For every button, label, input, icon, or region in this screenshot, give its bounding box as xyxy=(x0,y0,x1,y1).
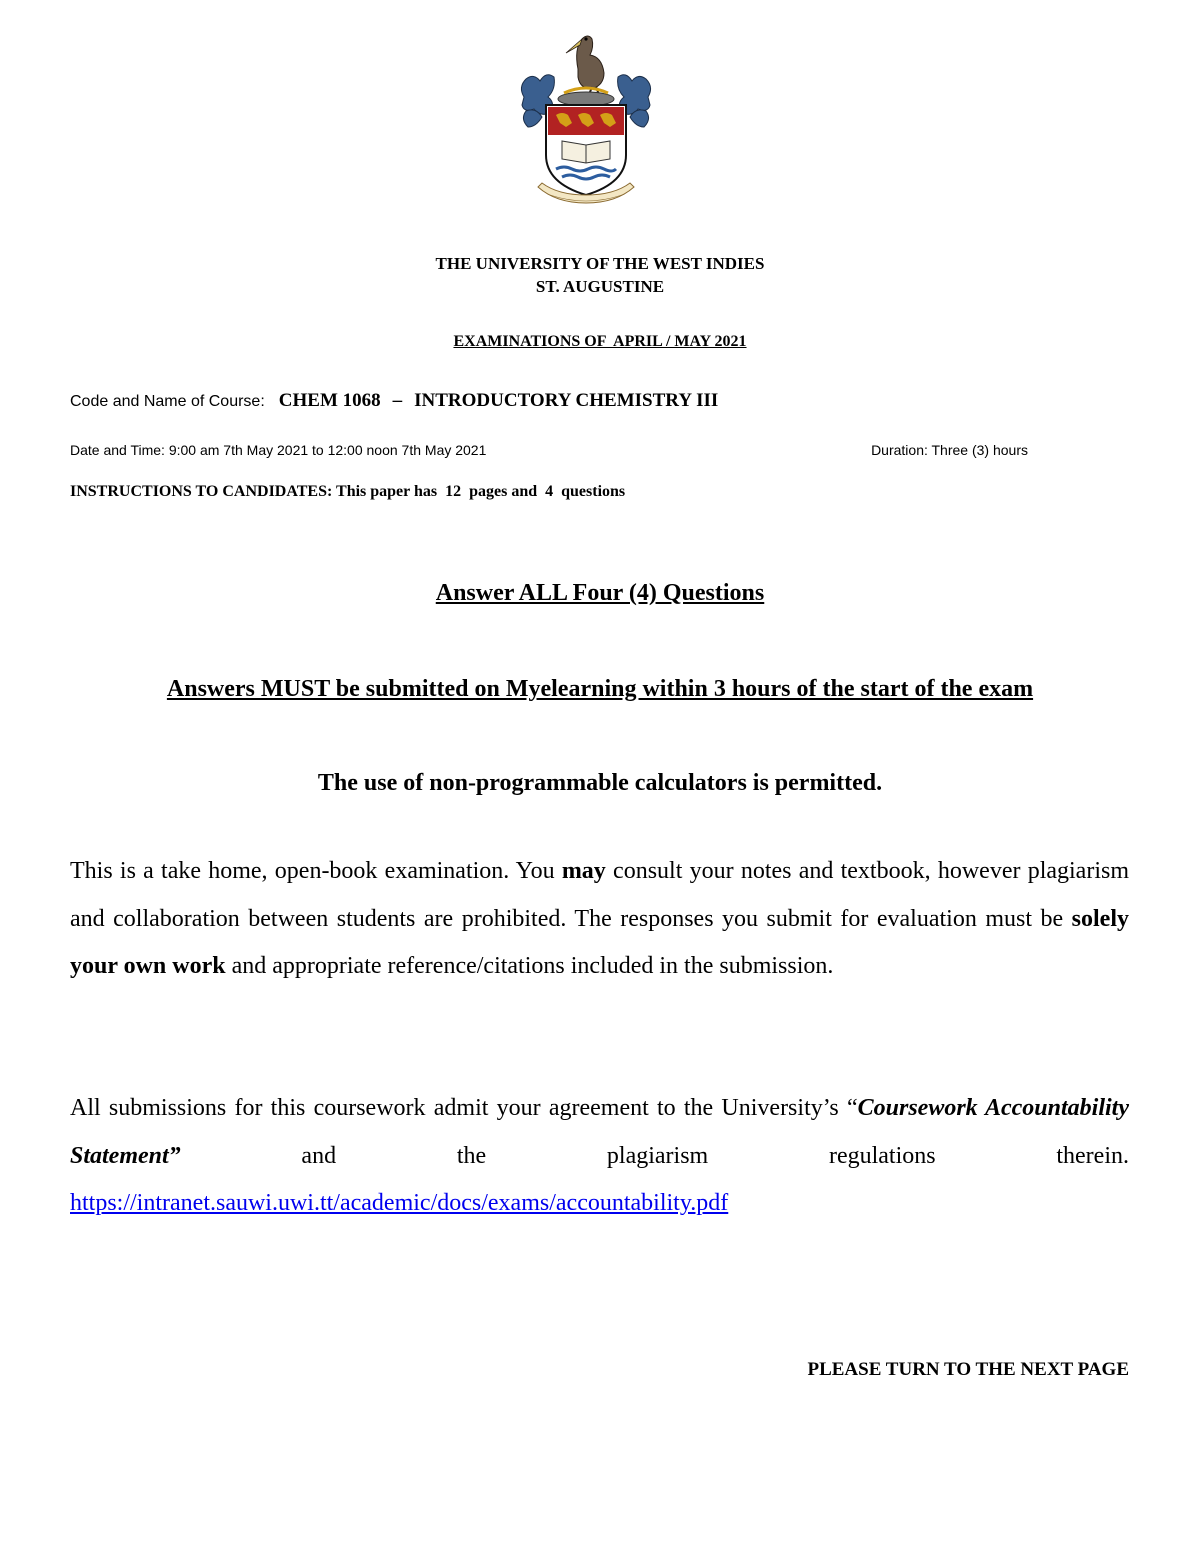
paragraph1-bold-may: may xyxy=(561,858,606,884)
accountability-link[interactable]: https://intranet.sauwi.uwi.tt/academic/docs/exams/accountability.pdf xyxy=(70,1190,729,1216)
course-label: Code and Name of Course: xyxy=(70,393,265,410)
paragraph2-text-1: All submissions for this coursework admit your agreement to the University’s “ xyxy=(70,1095,858,1121)
accountability-paragraph xyxy=(70,1085,1129,1228)
answer-all-heading: Answer ALL Four (4) Questions xyxy=(435,580,765,606)
exam-date-time: Date and Time: 9:00 am 7th May 2021 to 12:00 noon 7th May 2021 xyxy=(70,442,487,458)
campus-name: ST. AUGUSTINE xyxy=(535,277,665,296)
paragraph1-text-3: and appropriate reference/citations included in the submission. xyxy=(225,953,834,979)
paragraph1-text-2: consult your notes and textbook, however plagiarism and collaboration between students are prohibited. The responses you submit for evaluation must be xyxy=(70,858,1130,932)
open-book-paragraph xyxy=(70,848,1129,991)
instructions-text: This paper has 12 pages and 4 questions xyxy=(336,483,626,500)
submission-heading: Answers MUST be submitted on Myelearning within 3 hours of the start of the exam xyxy=(166,676,1034,702)
turn-page-note: PLEASE TURN TO THE NEXT PAGE xyxy=(807,1359,1129,1380)
university-name-block xyxy=(0,252,1200,298)
calculators-heading: The use of non-programmable calculators is permitted. xyxy=(317,770,883,796)
course-line xyxy=(70,390,718,412)
instructions-label: INSTRUCTIONS TO CANDIDATES: xyxy=(70,483,333,500)
instructions-line xyxy=(70,483,625,501)
university-name: THE UNIVERSITY OF THE WEST INDIES xyxy=(435,254,765,273)
course-code: CHEM 1068 xyxy=(278,390,381,411)
exam-duration: Duration: Three (3) hours xyxy=(871,442,1028,458)
paragraph1-text-1: This is a take home, open-book examination. You xyxy=(70,858,562,884)
course-dash: – xyxy=(392,390,403,411)
accountability-statement-title: Coursework Accountability Statement” xyxy=(70,1095,1129,1169)
paragraph2-text-2: and the plagiarism regulations therein. xyxy=(180,1142,1129,1169)
paragraph1-bold-own-work: solely your own work xyxy=(70,905,1129,979)
course-name: INTRODUCTORY CHEMISTRY III xyxy=(414,390,719,411)
examinations-title: EXAMINATIONS OF APRIL / MAY 2021 xyxy=(453,333,747,350)
university-crest-icon xyxy=(516,27,656,205)
